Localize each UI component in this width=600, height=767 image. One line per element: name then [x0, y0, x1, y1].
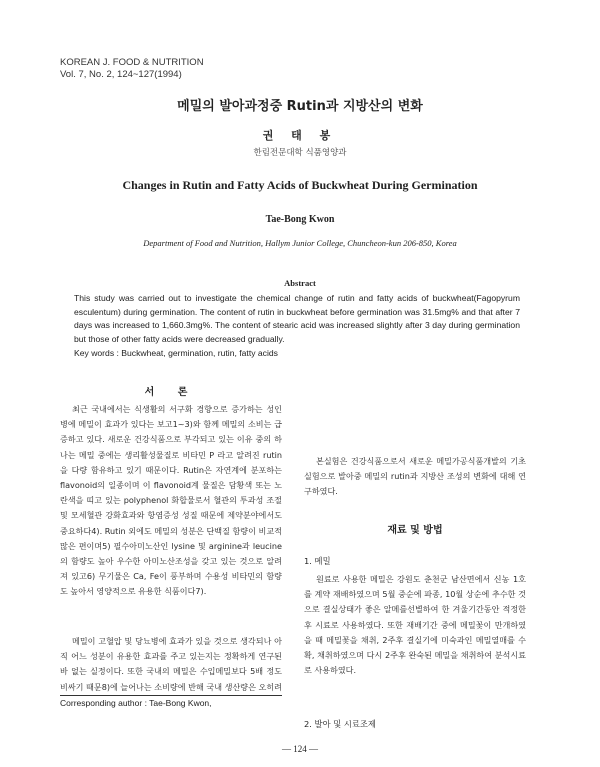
- introduction-column-right: [304, 376, 526, 500]
- section-heading-methods: 재료 및 방법: [387, 525, 443, 536]
- corresponding-author-footnote: Corresponding author : Tae-Bong Kwon,: [60, 698, 212, 708]
- journal-header: [60, 57, 204, 81]
- intro-paragraph-2-start: [60, 634, 282, 694]
- methods-paragraph-1: [304, 572, 526, 678]
- intro-paragraph-2: 메밀이 고혈압 및 당뇨병에 효과가 있을 것으로 생각되나 아직 어느 성분이 유용한 효과를 주고 있는지는 정확하게 연구된 바 없는 실정이다. 또한 국내의 메밀은 수입메밀보다 5배 정도 비싸기 때문8)에 늘어나는 소비량에 반해 국내 생산량은 오히려: [60, 636, 282, 692]
- intro-paragraph-3: 본실험은 건강식품으로서 새로운 메밀가공식품개발의 기초실험으로 발아중 메밀의 rutin과 지방산 조성의 변화에 대해 연구하였다.: [304, 456, 526, 497]
- subsection-heading-germination: 2. 발아 및 시료조제: [304, 719, 376, 729]
- author-english: Tae-Bong Kwon: [265, 214, 335, 225]
- methods-text: 원료로 사용한 메밀은 강원도 춘천군 남산면에서 신농 1호를 계약 재배하였으며 5월 중순에 파종, 10월 상순에 추수한 것으로 결실상태가 좋은 알메를선별하여 한 겨울기간동안 적정한 후 시료로 사용하였다. 또한 재배기간 중에 메밀꽃이 만개하였을 때 메밀꽃을 채취, 2주후 결실기에 미숙과인 메밀열매를 수확, 채취하였으며 다시 2주후 완숙된 메밀을 채취하여 분석시료로 사용하였다.: [304, 574, 526, 676]
- journal-volume: Vol. 7, No. 2, 124~127(1994): [60, 69, 182, 80]
- affiliation-korean: 한림전문대학 식품영양과: [253, 148, 347, 158]
- author-korean: 권 태 봉: [262, 129, 338, 142]
- section-heading-introduction: 서 론: [144, 387, 198, 398]
- abstract-text: This study was carried out to investigate the chemical change of rutin and fatty acids of buckwheat(Fagopyrum esculentum) during germination. The content of rutin in buckwheat before germination was 31.5mg% and that after 7 days was increased to 1,660.3mg%. The content of stearic acid was increased slightly after 3 day during germination but those of other fatty acids were decreased gradually.: [74, 293, 520, 344]
- subsection-heading-buckwheat: 1. 메밀: [304, 556, 331, 566]
- introduction-column-left: [60, 402, 282, 694]
- title-english: Changes in Rutin and Fatty Acids of Buckwheat During Germination: [122, 178, 478, 192]
- intro-paragraph-1: 최근 국내에서는 식생활의 서구화 경향으로 증가하는 성인병에 메밀이 효과가 있다는 보고1~3)와 함께 메밀의 소비는 급증하고 있다. 새로운 건강식품으로 부각되고 있는 이유 중의 하나는 메밀 중에는 생리활성물질로 비타민 P 라고 알려진 rutin을 다량 함유하고 있기 때문이다. Rutin은 자연계에 분포하는flavonoid의 일종이며 이 flavonoid계 물질은 담황색 또는 노란색을 띠고 있는 polyphenol 화합물로서 혈관의 투과성 조절 및 모세혈관 강화효과와 항염증성 성질 때문에 제약분야에서도 중요하다4). Rutin 외에도 메밀의 성분은 단백질 함량이 비교적 많은 편이며5) 필수아미노산인 lysine 및 arginine과 leucine의 함량도 높아 우수한 아미노산조성을 갖고 있는 것으로 알려져 있고6) 무기물은 Ca, Fe이 풍부하며 수용성 비타민의 함량도 높아서 영양적으로 유용한 식품이다7).: [60, 404, 282, 597]
- title-korean: 메밀의 발아과정중 Rutin과 지방산의 변화: [177, 99, 423, 114]
- journal-name: KOREAN J. FOOD & NUTRITION: [60, 57, 204, 68]
- keywords: Key words : Buckwheat, germination, rutin, fatty acids: [74, 348, 278, 358]
- page-number: — 124 —: [282, 744, 318, 754]
- affiliation-english: Department of Food and Nutrition, Hallym Junior College, Chuncheon-kun 206-850, Korea: [143, 238, 457, 248]
- footnote-divider: [60, 695, 282, 696]
- abstract-heading: Abstract: [284, 278, 316, 288]
